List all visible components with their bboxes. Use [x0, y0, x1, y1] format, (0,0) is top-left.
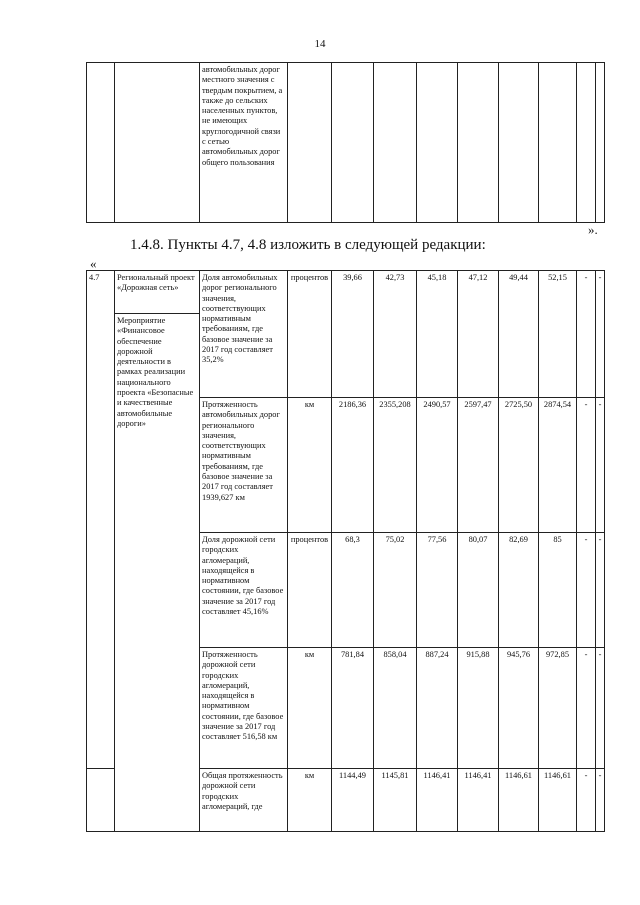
value-cell: 45,18 — [417, 271, 458, 398]
value-cell: 2874,54 — [539, 398, 577, 533]
indicator-unit: км — [288, 769, 332, 832]
value-cell: 2355,208 — [374, 398, 417, 533]
value-cell: 915,88 — [458, 648, 499, 769]
value-cell: 82,69 — [499, 533, 539, 648]
page-number: 14 — [314, 38, 326, 50]
table-row — [87, 63, 605, 223]
value-cell: 972,85 — [539, 648, 577, 769]
activity-name: Мероприятие «Финансовое обеспечение дорожной деятельности в рамках реализации национального проекта «Безопасные и качественные автомобильные дороги» — [115, 314, 200, 832]
value-cell: - — [577, 271, 596, 398]
value-cell: - — [596, 648, 605, 769]
value-cell: 2186,36 — [332, 398, 374, 533]
value-cell: 68,3 — [332, 533, 374, 648]
value-cell: 1146,61 — [499, 769, 539, 832]
value-cell: - — [577, 648, 596, 769]
row-number: 4.7 — [87, 271, 115, 769]
value-cell: 2725,50 — [499, 398, 539, 533]
indicator-unit: км — [288, 398, 332, 533]
value-cell: - — [596, 271, 605, 398]
value-cell: 75,02 — [374, 533, 417, 648]
value-cell: - — [577, 769, 596, 832]
indicator-name: Общая протяженность дорожной сети городских агломераций, где — [200, 769, 288, 832]
value-cell: 1145,81 — [374, 769, 417, 832]
value-cell: 2490,57 — [417, 398, 458, 533]
value-cell: 1146,41 — [417, 769, 458, 832]
value-cell: 858,04 — [374, 648, 417, 769]
indicator-unit: км — [288, 648, 332, 769]
value-cell: 887,24 — [417, 648, 458, 769]
value-cell: - — [596, 398, 605, 533]
indicator-name: Протяженность автомобильных дорог регионального значения, соответствующих нормативным требованиям, где базовое значение за 2017 год составляет 1939,627 км — [200, 398, 288, 533]
value-cell: 1146,61 — [539, 769, 577, 832]
value-cell: 39,66 — [332, 271, 374, 398]
value-cell: 2597,47 — [458, 398, 499, 533]
value-cell: 85 — [539, 533, 577, 648]
value-cell: 49,44 — [499, 271, 539, 398]
indicator-name: Протяженность дорожной сети городских агломераций, находящейся в нормативном состоянии, где базовое значение за 2017 год составляет 516,58 км — [200, 648, 288, 769]
value-cell: - — [577, 398, 596, 533]
value-cell: 77,56 — [417, 533, 458, 648]
closing-quote: ». — [588, 222, 598, 237]
continuation-table — [86, 62, 605, 223]
indicators-table — [86, 270, 605, 832]
indicator-unit: процентов — [288, 271, 332, 398]
value-cell: - — [577, 533, 596, 648]
value-cell: 47,12 — [458, 271, 499, 398]
value-cell: 80,07 — [458, 533, 499, 648]
value-cell: - — [596, 769, 605, 832]
value-cell: 1144,49 — [332, 769, 374, 832]
section-heading: 1.4.8. Пункты 4.7, 4.8 изложить в следующей редакции: — [130, 237, 486, 253]
value-cell: - — [596, 533, 605, 648]
indicator-name: Доля дорожной сети городских агломераций, находящейся в нормативном состоянии, где базовое значение за 2017 год составляет 45,16% — [200, 533, 288, 648]
indicator-name: Доля автомобильных дорог регионального значения, соответствующих нормативным требованиям, где базовое значение за 2017 год составляет 35,2% — [200, 271, 288, 398]
value-cell: 781,84 — [332, 648, 374, 769]
opening-quote: « — [90, 256, 97, 271]
value-cell: 42,73 — [374, 271, 417, 398]
project-name: Региональный проект «Дорожная сеть» — [115, 271, 200, 314]
indicator-unit: процентов — [288, 533, 332, 648]
value-cell: 945,76 — [499, 648, 539, 769]
value-cell: 1146,41 — [458, 769, 499, 832]
indicator-text: автомобильных дорог местного значения с твердым покрытием, а также до сельских населенных пунктов, не имеющих круглогодичной связи с сетью автомобильных дорог общего пользования — [200, 63, 288, 223]
table-row — [87, 271, 605, 314]
value-cell: 52,15 — [539, 271, 577, 398]
